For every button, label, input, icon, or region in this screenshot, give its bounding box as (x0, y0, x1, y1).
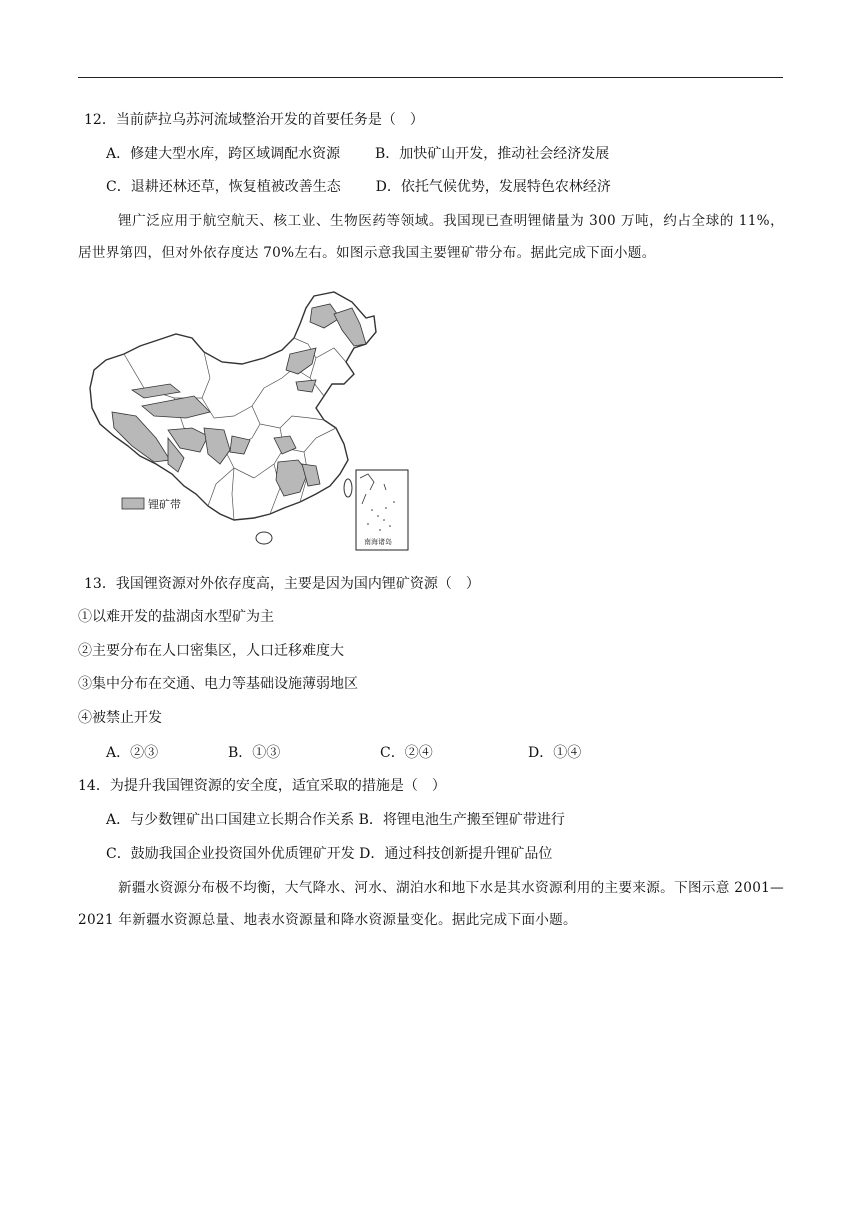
q13-statement-1: ①以难开发的盐湖卤水型矿为主 (78, 609, 274, 625)
taiwan-island (344, 479, 352, 497)
q14-option-a[interactable]: A．与少数锂矿出口国建立长期合作关系 (106, 812, 355, 828)
china-lithium-map (84, 288, 414, 552)
q12-option-c[interactable]: C．退耕还林还草，恢复植被改善生态 (106, 179, 341, 195)
header-rule (78, 77, 783, 78)
q14-option-row-2 (106, 844, 552, 864)
q14-option-row-1 (106, 810, 565, 830)
q14-option-b[interactable]: B．将锂电池生产搬至锂矿带进行 (358, 812, 565, 828)
q13-option-a[interactable]: A．②③ (106, 745, 159, 761)
lithium-belt-n-2 (296, 380, 316, 392)
q13-statement-2: ②主要分布在人口密集区，人口迁移难度大 (78, 643, 344, 659)
legend-swatch (122, 498, 144, 509)
hainan-island (256, 532, 272, 544)
q13-option-b[interactable]: B．①③ (228, 745, 281, 761)
q14-option-d[interactable]: D．通过科技创新提升锂矿品位 (359, 846, 553, 862)
q14-stem: 14．为提升我国锂资源的安全度，适宜采取的措施是（ ） (78, 778, 446, 794)
inset-label: 南海诸岛 (364, 538, 392, 546)
q13-statement-4: ④被禁止开发 (78, 710, 162, 726)
legend-label: 锂矿带 (148, 498, 181, 511)
china-outline (90, 292, 376, 520)
q13-stem: 13．我国锂资源对外依存度高，主要是因为国内锂矿资源（ ） (84, 576, 480, 592)
q12-option-a[interactable]: A．修建大型水库，跨区域调配水资源 (106, 146, 341, 162)
passage-xinjiang: 新疆水资源分布极不均衡，大气降水、河水、湖泊水和地下水是其水资源利用的主要来源。下图示意 2001—2021 年新疆水资源总量、地表水资源量和降水资源量变化。据此完成下面小题。 (78, 880, 784, 928)
q12-option-row-2 (106, 177, 611, 197)
q13-statement-3: ③集中分布在交通、电力等基础设施薄弱地区 (78, 676, 358, 692)
passage-lithium: 锂广泛应用于航空航天、核工业、生物医药等领域。我国现已查明锂储量为 300 万吨，约占全球的 11%，居世界第四，但对外依存度达 70%左右。如图示意我国主要锂矿带分布。据此完成下面小题。 (78, 213, 784, 261)
q14-option-c[interactable]: C．鼓励我国企业投资国外优质锂矿开发 (106, 846, 355, 862)
q12-stem: 12．当前萨拉乌苏河流域整治开发的首要任务是（ ） (84, 112, 424, 128)
q12-option-d[interactable]: D．依托气候优势，发展特色农林经济 (375, 179, 611, 195)
q12-option-row-1 (106, 144, 609, 164)
q13-option-d[interactable]: D．①④ (528, 745, 582, 761)
q13-option-c[interactable]: C．②④ (380, 745, 433, 761)
q12-option-b[interactable]: B．加快矿山开发，推动社会经济发展 (375, 146, 610, 162)
